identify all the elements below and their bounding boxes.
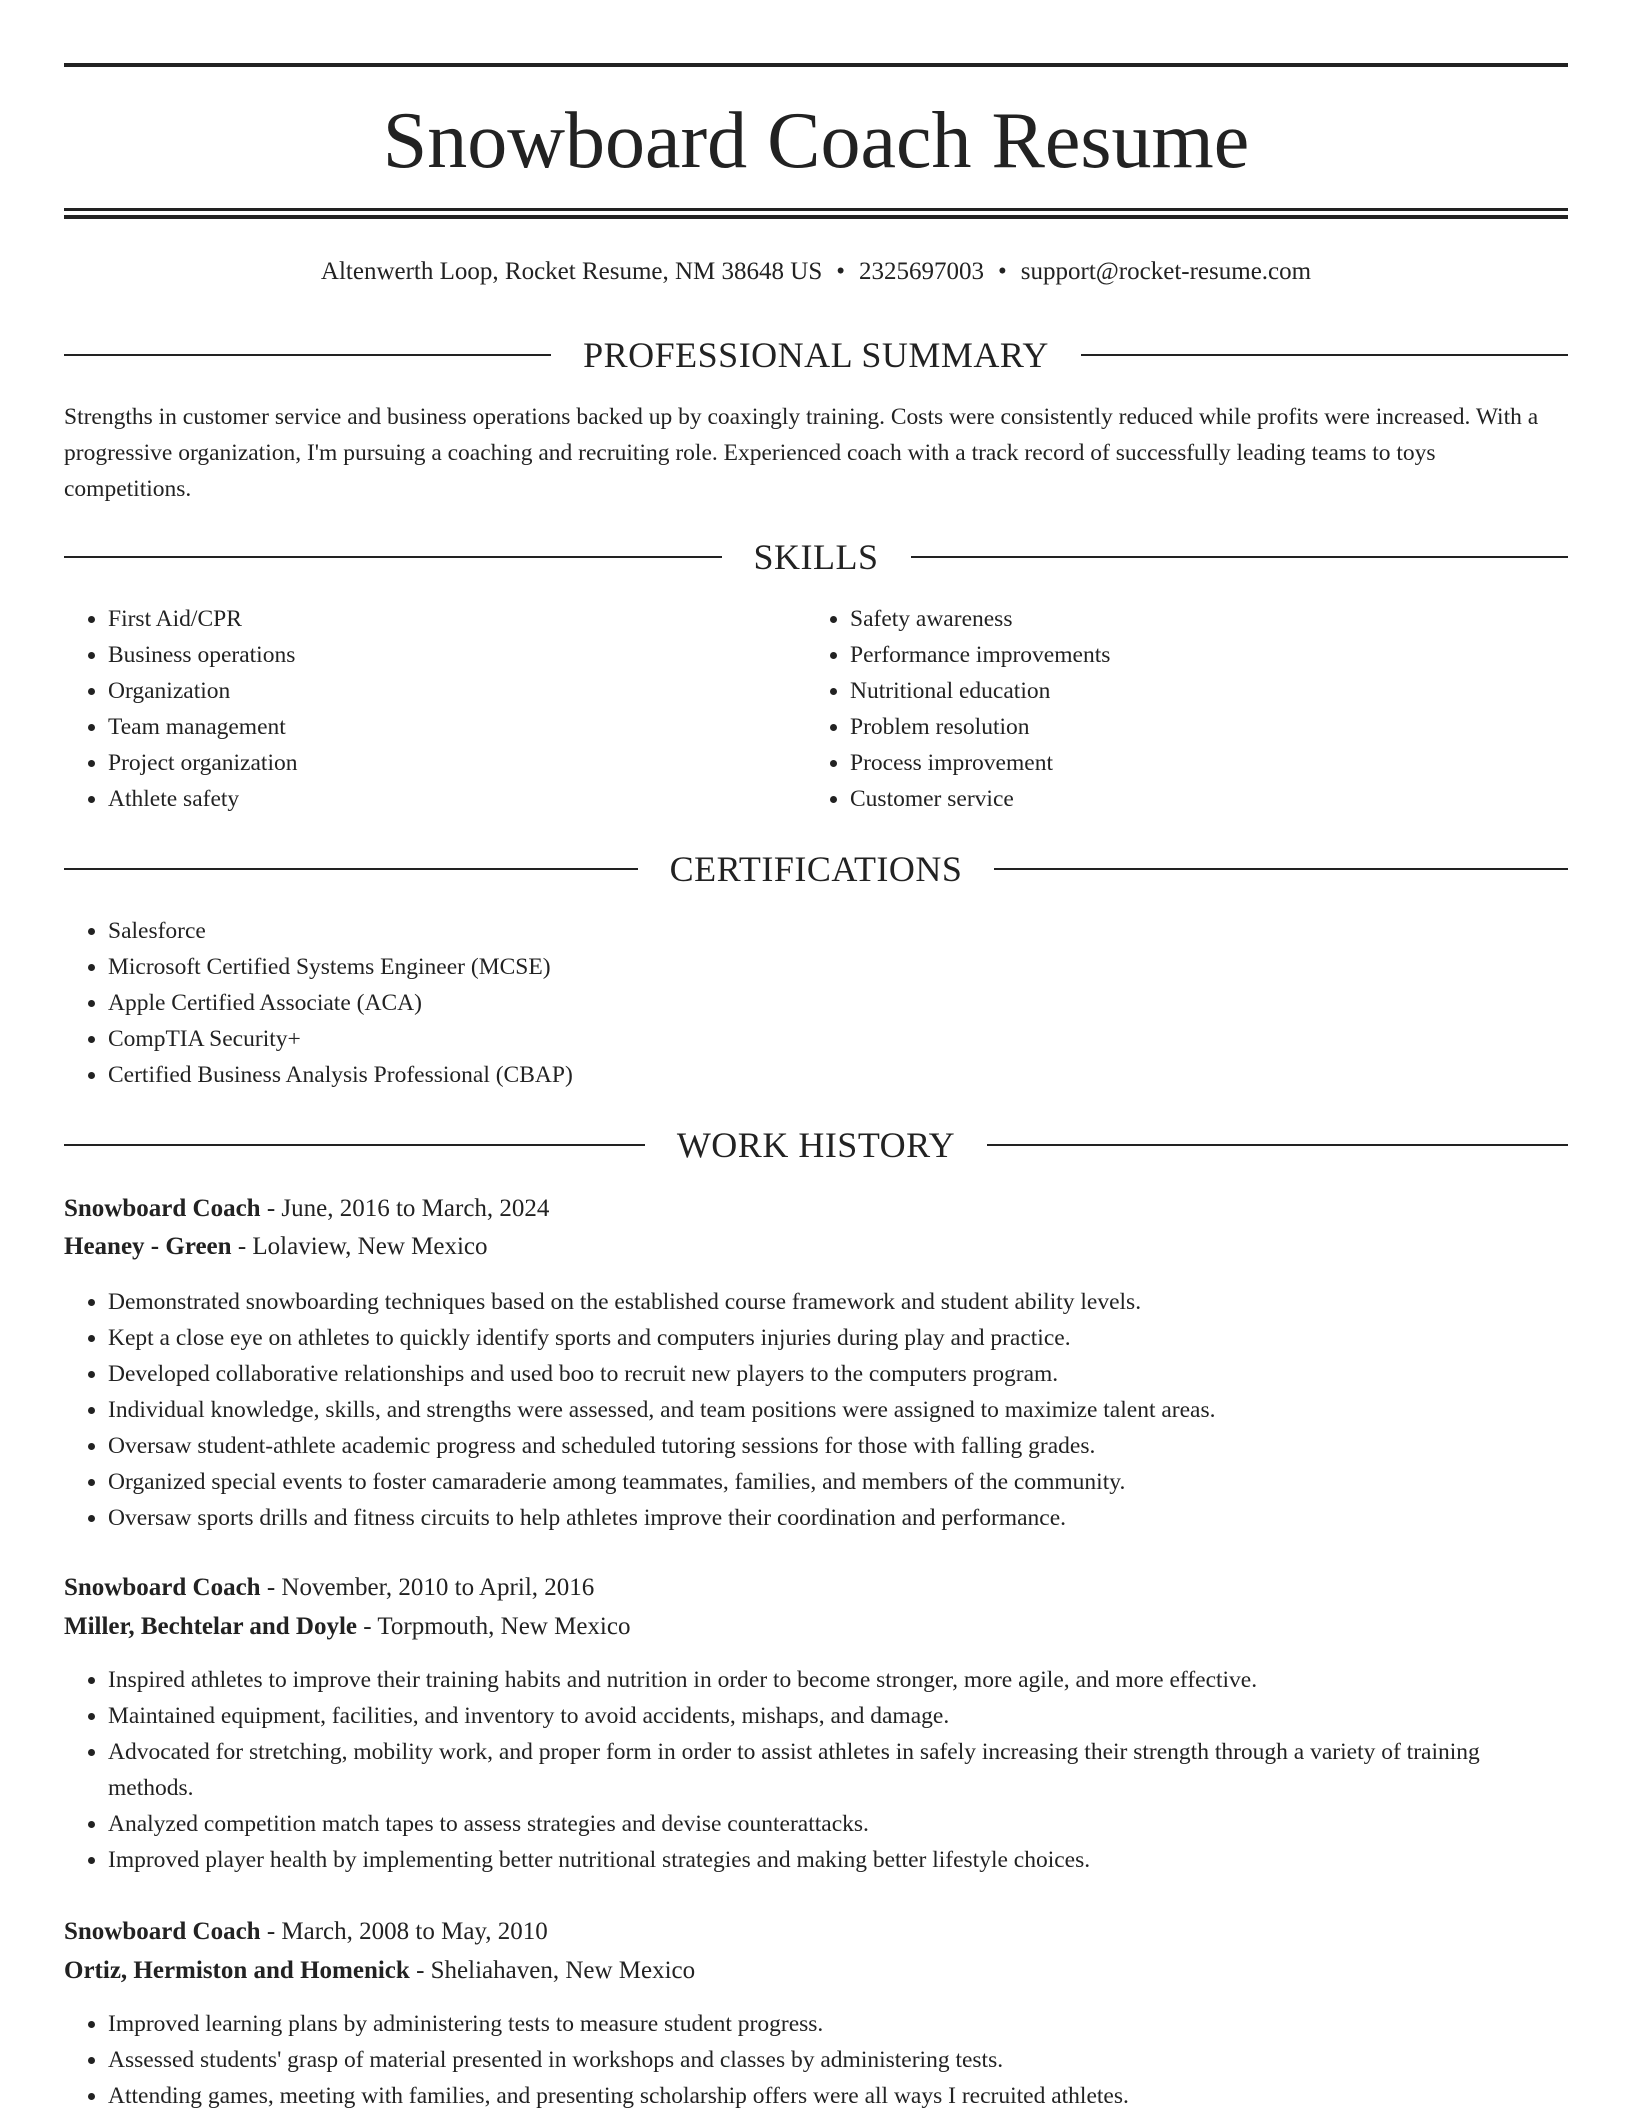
section-rule: [64, 1144, 645, 1146]
section-rule: [64, 556, 722, 558]
section-heading-work-history: [64, 1123, 1568, 1167]
job-duty-item: • Attending games, meeting with families, and presenting scholarship offers were all ways I recruited athletes.: [108, 2078, 1568, 2114]
section-rule: [994, 868, 1568, 870]
skill-item: • Safety awareness: [850, 601, 1550, 637]
job-title-line: [64, 1189, 1568, 1229]
job-duty-item: • Inspired athletes to improve their training habits and nutrition in order to become stronger, more agile, and more effective.: [108, 1662, 1568, 1698]
job-dates: November, 2010 to April, 2016: [281, 1574, 595, 1601]
job-duty-item: • Kept a close eye on athletes to quickly identify sports and computers injuries during play and practice.: [108, 1320, 1568, 1356]
section-heading-certifications: [64, 847, 1568, 891]
section-heading-skills: [64, 535, 1568, 579]
job-company-line: [64, 1227, 1568, 1267]
certification-item: • CompTIA Security+: [108, 1021, 1568, 1057]
section-rule: [1081, 354, 1568, 356]
job-dash: -: [231, 1233, 253, 1260]
section-title: WORK HISTORY: [676, 1125, 956, 1165]
job-duty-item: • Maintained equipment, facilities, and inventory to avoid accidents, mishaps, and damage.: [108, 1698, 1568, 1734]
job-title-line: [64, 1912, 1568, 1952]
skill-item: • First Aid/CPR: [108, 601, 808, 637]
certification-item: • Microsoft Certified Systems Engineer (MCSE): [108, 949, 1568, 985]
section-rule: [64, 868, 638, 870]
job-company-line: [64, 1951, 1568, 1991]
job-dates: June, 2016 to March, 2024: [281, 1195, 550, 1222]
skills-list-right: [806, 601, 1550, 817]
job-location: Lolaview, New Mexico: [252, 1233, 488, 1260]
skill-item: • Customer service: [850, 781, 1550, 817]
job-title: Snowboard Coach: [64, 1195, 261, 1222]
job-duty-item: • Oversaw sports drills and fitness circuits to help athletes improve their coordination and performance.: [108, 1500, 1568, 1536]
skill-item: • Nutritional education: [850, 673, 1550, 709]
skills-list-left: [64, 601, 808, 817]
job-location: Sheliahaven, New Mexico: [430, 1957, 696, 1984]
job-company: Heaney - Green: [64, 1233, 232, 1260]
skill-item: • Organization: [108, 673, 808, 709]
job-duty-item: • Improved learning plans by administering tests to measure student progress.: [108, 2006, 1568, 2042]
title-rule-top: [64, 63, 1568, 67]
skill-item: • Team management: [108, 709, 808, 745]
job-duty-item: • Analyzed competition match tapes to assess strategies and devise counterattacks.: [108, 1806, 1568, 1842]
job-duty-item: • Assessed students' grasp of material presented in workshops and classes by administering tests.: [108, 2042, 1568, 2078]
job-duties-list: [64, 2006, 1568, 2114]
job-duty-item: • Developed collaborative relationships and used boo to recruit new players to the computers program.: [108, 1356, 1568, 1392]
section-rule: [911, 556, 1569, 558]
contact-separator: •: [998, 258, 1007, 285]
summary-text: Strengths in customer service and business operations backed up by coaxingly training. Costs were consistently reduced while profits were increased. With a progressive organization, I'm pursuing a coaching and recruiting role. Experienced coach with a track record of successfully leading teams to toys competitions.: [64, 404, 1539, 502]
section-title: CERTIFICATIONS: [669, 849, 963, 889]
job-dash: -: [409, 1957, 431, 1984]
section-rule: [64, 354, 551, 356]
document-title: Snowboard Coach Resume: [382, 97, 1250, 185]
skill-item: • Performance improvements: [850, 637, 1550, 673]
job-duty-item: • Improved player health by implementing better nutritional strategies and making better lifestyle choices.: [108, 1842, 1568, 1878]
job-duty-item: • Oversaw student-athlete academic progress and scheduled tutoring sessions for those with falling grades.: [108, 1428, 1568, 1464]
contact-line: [64, 252, 1568, 292]
contact-address: Altenwerth Loop, Rocket Resume, NM 38648 US: [320, 258, 823, 285]
skill-item: • Project organization: [108, 745, 808, 781]
section-heading-summary: [64, 333, 1568, 377]
job-duties-list: [64, 1662, 1568, 1878]
job-duty-item: • Organized special events to foster camaraderie among teammates, families, and members of the community.: [108, 1464, 1568, 1500]
section-title: PROFESSIONAL SUMMARY: [583, 335, 1049, 375]
job-dash: -: [260, 1195, 282, 1222]
certifications-list: [64, 913, 1568, 1093]
certification-item: • Certified Business Analysis Professional (CBAP): [108, 1057, 1568, 1093]
contact-email: support@rocket-resume.com: [1020, 258, 1312, 285]
certification-item: • Salesforce: [108, 913, 1568, 949]
job-location: Torpmouth, New Mexico: [377, 1613, 631, 1640]
skill-item: • Problem resolution: [850, 709, 1550, 745]
job-dash: -: [260, 1574, 282, 1601]
job-duty-item: • Individual knowledge, skills, and strengths were assessed, and team positions were assigned to maximize talent areas.: [108, 1392, 1568, 1428]
job-title: Snowboard Coach: [64, 1574, 261, 1601]
section-title: SKILLS: [753, 537, 879, 577]
job-company: Miller, Bechtelar and Doyle: [64, 1613, 358, 1640]
certification-item: • Apple Certified Associate (ACA): [108, 985, 1568, 1021]
title-rule-bottom: [64, 208, 1568, 219]
section-rule: [987, 1144, 1568, 1146]
job-duties-list: [64, 1284, 1568, 1536]
job-company-line: [64, 1607, 1568, 1647]
skill-item: • Athlete safety: [108, 781, 808, 817]
job-company: Ortiz, Hermiston and Homenick: [64, 1957, 410, 1984]
job-dash: -: [357, 1613, 378, 1640]
job-dates: March, 2008 to May, 2010: [281, 1918, 548, 1945]
contact-phone: 2325697003: [859, 258, 985, 285]
job-duty-item: • Advocated for stretching, mobility work, and proper form in order to assist athletes in safely increasing their strength through a variety of training methods.: [108, 1734, 1568, 1806]
job-title-line: [64, 1568, 1568, 1608]
contact-separator: •: [836, 258, 846, 285]
job-duty-item: • Demonstrated snowboarding techniques based on the established course framework and student ability levels.: [108, 1284, 1568, 1320]
job-dash: -: [260, 1918, 282, 1945]
skill-item: • Process improvement: [850, 745, 1550, 781]
skill-item: • Business operations: [108, 637, 808, 673]
job-title: Snowboard Coach: [64, 1918, 261, 1945]
